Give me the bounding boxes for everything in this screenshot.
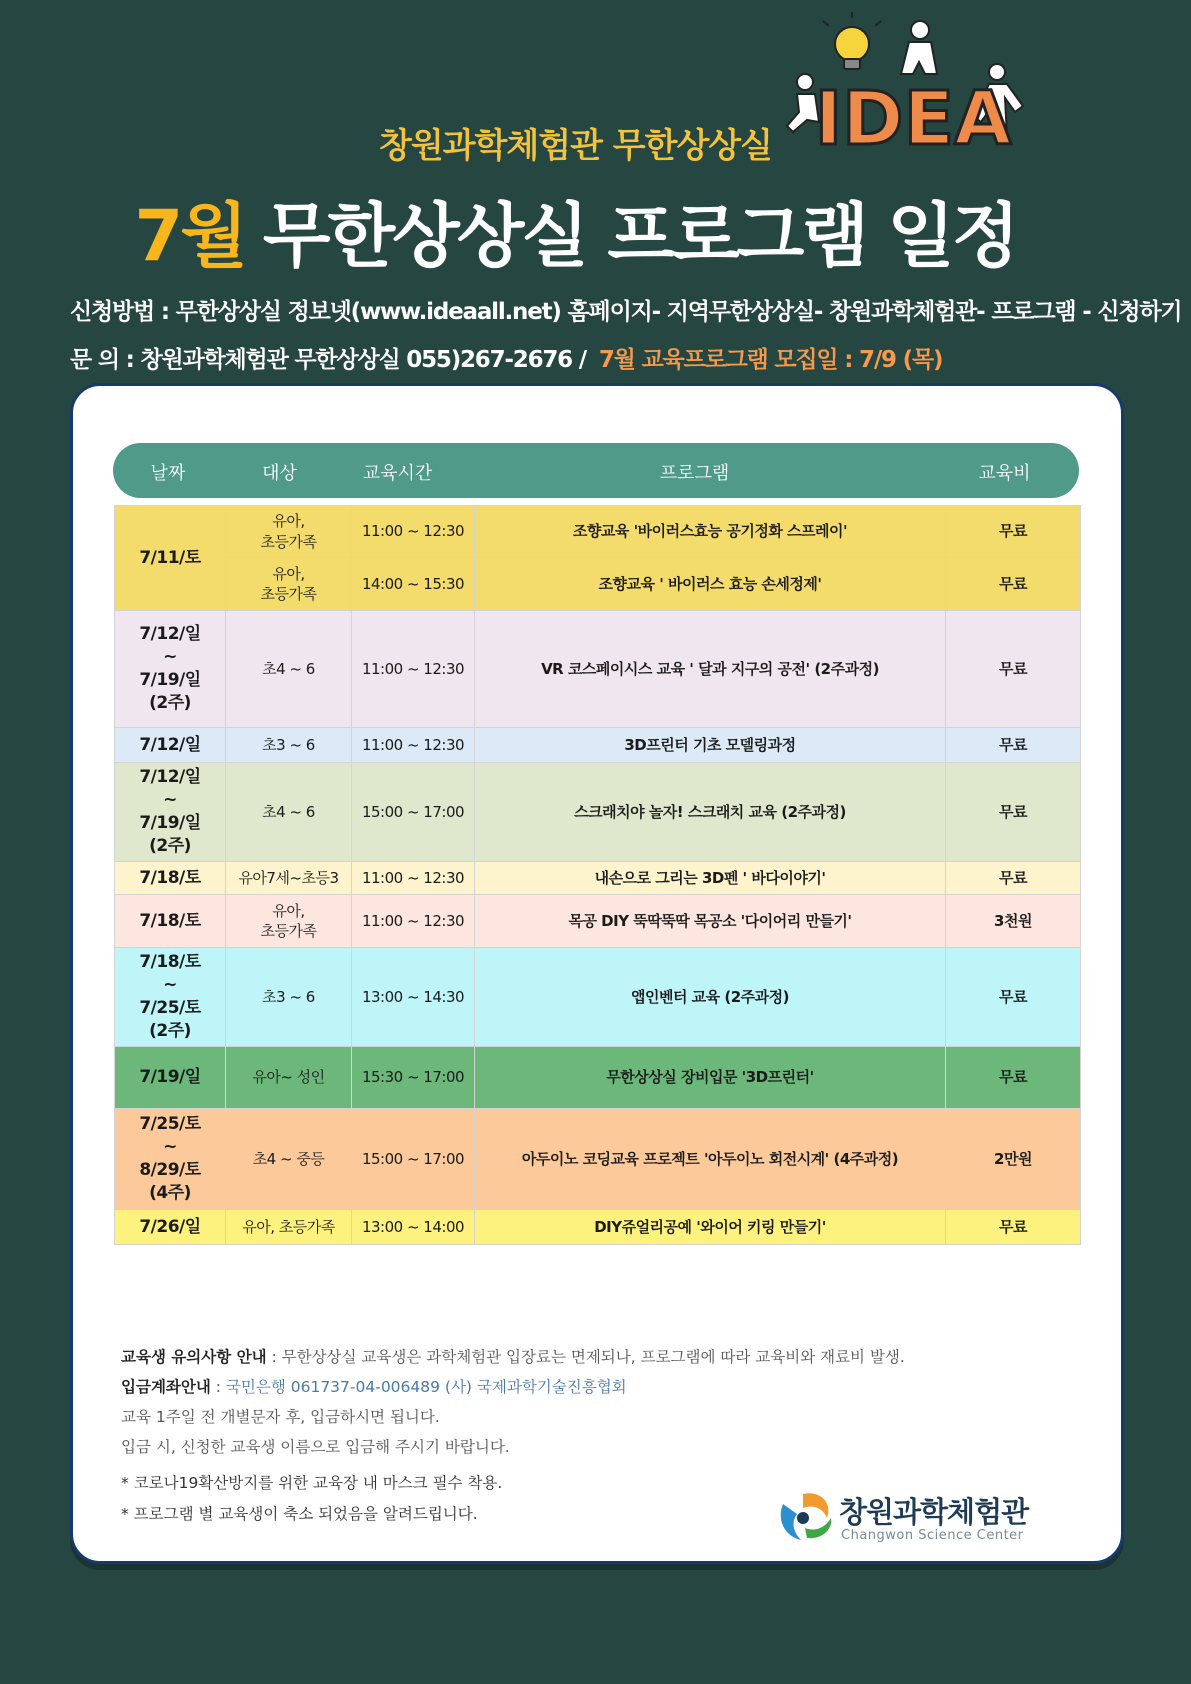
table-row [115, 895, 1081, 948]
date-cell: 7/19/일 [115, 1047, 226, 1109]
date-cell: 7/26/일 [115, 1210, 226, 1245]
csc-emblem-icon [773, 1488, 835, 1544]
account-text: 국민은행 061737-04-006489 (사) 국제과학기술진흥협회 [225, 1378, 627, 1396]
program-cell: 조향교육 '바이러스효능 공기정화 스프레이' [475, 506, 946, 558]
program-cell: 3D프린터 기초 모델링과정 [475, 728, 946, 763]
header-target: 대상 [262, 463, 297, 484]
time-cell: 15:30 ~ 17:00 [352, 1047, 475, 1109]
fee-cell: 무료 [946, 862, 1081, 895]
fee-cell: 무료 [946, 1047, 1081, 1109]
target-cell: 초4 ~ 중등 [226, 1109, 352, 1210]
program-cell: 앱인벤터 교육 (2주과정) [475, 948, 946, 1047]
deposit-note: 교육 1주일 전 개별문자 후, 입금하시면 됩니다. [121, 1408, 440, 1426]
header-date: 날짜 [150, 463, 186, 484]
target-cell: 초3 ~ 6 [226, 728, 352, 763]
recruit-deadline: 7월 교육프로그램 모집일 : 7/9 (목) [598, 347, 943, 373]
program-cell: 목공 DIY 뚝딱뚝딱 목공소 '다이어리 만들기' [475, 895, 946, 948]
target-cell: 유아~ 성인 [226, 1047, 352, 1109]
changwon-science-center-logo [773, 1488, 1033, 1548]
date-cell: 7/25/토 ~ 8/29/토 (4주) [115, 1109, 226, 1210]
table-row [115, 862, 1081, 895]
target-cell: 유아, 초등가족 [226, 1210, 352, 1245]
time-cell: 14:00 ~ 15:30 [352, 558, 475, 611]
header-program: 프로그램 [659, 463, 730, 484]
date-cell: 7/18/토 [115, 862, 226, 895]
date-cell: 7/11/토 [115, 506, 226, 611]
header-time: 교육시간 [362, 463, 433, 484]
target-cell: 유아, 초등가족 [226, 895, 352, 948]
star-notes [121, 1468, 502, 1530]
table-row [115, 1109, 1081, 1210]
mask-note: * 코로나19확산방지를 위한 교육장 내 마스크 필수 착용. [121, 1474, 503, 1492]
contact-text: 문 의 : 창원과학체험관 무한상상실 055)267-2676 / [70, 347, 586, 373]
csc-name: 창원과학체험관 [839, 1495, 1029, 1529]
idea-logo-text: IDEA [814, 76, 1012, 162]
table-row [115, 728, 1081, 763]
target-cell: 유아, 초등가족 [226, 506, 352, 558]
date-cell: 7/18/토 ~ 7/25/토 (2주) [115, 948, 226, 1047]
lightbulb-icon [823, 12, 881, 69]
fee-cell: 무료 [946, 1210, 1081, 1245]
table-row [115, 1047, 1081, 1109]
notes-section [121, 1342, 1021, 1462]
fee-cell: 3천원 [946, 895, 1081, 948]
program-cell: 조향교육 ' 바이러스 효능 손세정제' [475, 558, 946, 611]
header-fee: 교육비 [978, 463, 1031, 484]
contact-line [70, 341, 942, 374]
page-title [0, 180, 1191, 281]
fee-cell: 무료 [946, 558, 1081, 611]
time-cell: 15:00 ~ 17:00 [352, 1109, 475, 1210]
account-label: 입금계좌안내 [121, 1378, 211, 1396]
table-row [115, 1210, 1081, 1245]
program-cell: 내손으로 그리는 3D펜 ' 바다이야기' [475, 862, 946, 895]
date-cell: 7/12/일 ~ 7/19/일 (2주) [115, 763, 226, 862]
header-subtitle: 창원과학체험관 무한상상실 [379, 126, 772, 166]
date-cell: 7/18/토 [115, 895, 226, 948]
table-header [113, 443, 1079, 498]
time-cell: 11:00 ~ 12:30 [352, 895, 475, 948]
program-cell: VR 코스페이시스 교육 ' 달과 지구의 공전' (2주과정) [475, 611, 946, 728]
title-month: 7월 [134, 195, 245, 277]
fee-cell: 무료 [946, 506, 1081, 558]
time-cell: 13:00 ~ 14:30 [352, 948, 475, 1047]
target-cell: 초3 ~ 6 [226, 948, 352, 1047]
program-cell: 무한상상실 장비입문 '3D프린터' [475, 1047, 946, 1109]
schedule-card [70, 383, 1124, 1564]
apply-method: 신청방법 : 무한상상실 정보넷(www.ideaall.net) 홈페이지- 지역무한상상실- 창원과학체험관- 프로그램 - 신청하기 [70, 299, 1182, 325]
time-cell: 11:00 ~ 12:30 [352, 862, 475, 895]
caution-text: : 무한상상실 교육생은 과학체험관 입장료는 면제되나, 프로그램에 따라 교육비와 재료비 발생. [266, 1348, 905, 1366]
time-cell: 11:00 ~ 12:30 [352, 506, 475, 558]
account-note: 입금계좌안내 : 국민은행 061737-04-006489 (사) 국제과학기술진흥협회 [121, 1378, 627, 1396]
target-cell: 유아, 초등가족 [226, 558, 352, 611]
fee-cell: 2만원 [946, 1109, 1081, 1210]
title-rest: 무한상상실 프로그램 일정 [262, 195, 1017, 277]
time-cell: 13:00 ~ 14:00 [352, 1210, 475, 1245]
capacity-note: * 프로그램 별 교육생이 축소 되었음을 알려드립니다. [121, 1505, 478, 1523]
table-row [115, 763, 1081, 862]
fee-cell: 무료 [946, 948, 1081, 1047]
table-row [115, 948, 1081, 1047]
date-cell: 7/12/일 [115, 728, 226, 763]
idea-logo-illustration [785, 12, 1045, 172]
csc-english-name: Changwon Science Center [841, 1528, 1024, 1543]
fee-cell: 무료 [946, 728, 1081, 763]
caution-label: 교육생 유의사항 안내 [121, 1348, 267, 1366]
caution-note [121, 1342, 1021, 1372]
program-cell: 아두이노 코딩교육 프로젝트 '아두이노 회전시계' (4주과정) [475, 1109, 946, 1210]
schedule-table [114, 505, 1081, 1245]
table-row [115, 506, 1081, 558]
target-cell: 초4 ~ 6 [226, 763, 352, 862]
table-row [115, 611, 1081, 728]
time-cell: 15:00 ~ 17:00 [352, 763, 475, 862]
time-cell: 11:00 ~ 12:30 [352, 611, 475, 728]
fee-cell: 무료 [946, 763, 1081, 862]
program-cell: 스크래치야 놀자! 스크래치 교육 (2주과정) [475, 763, 946, 862]
deposit-name-note: 입금 시, 신청한 교육생 이름으로 입금해 주시기 바랍니다. [121, 1438, 510, 1456]
time-cell: 11:00 ~ 12:30 [352, 728, 475, 763]
date-cell: 7/12/일 ~ 7/19/일 (2주) [115, 611, 226, 728]
target-cell: 유아7세~초등3 [226, 862, 352, 895]
fee-cell: 무료 [946, 611, 1081, 728]
program-cell: DIY쥬얼리공예 '와이어 키링 만들기' [475, 1210, 946, 1245]
table-row [115, 558, 1081, 611]
target-cell: 초4 ~ 6 [226, 611, 352, 728]
